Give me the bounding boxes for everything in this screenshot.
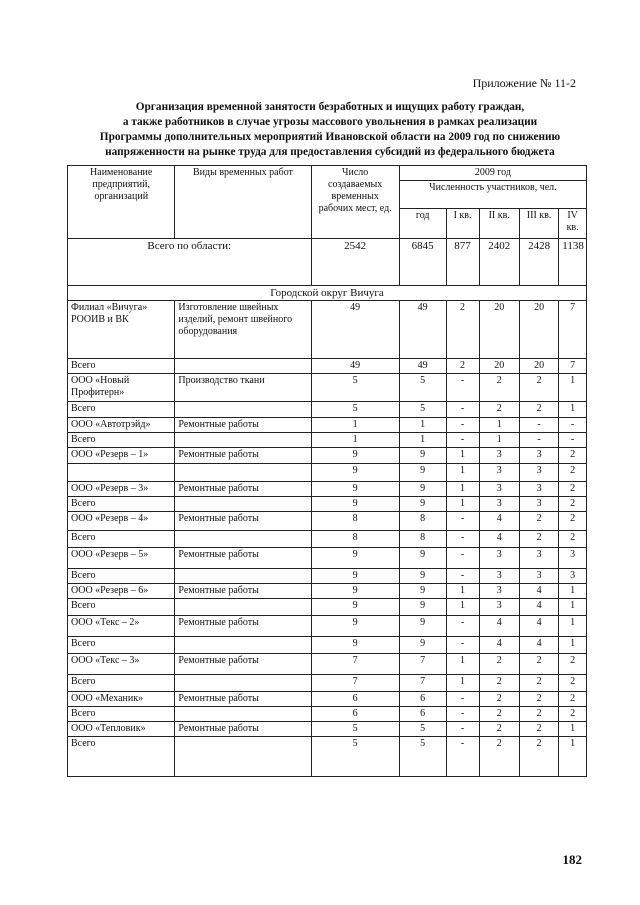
region-total-q2: 2402 xyxy=(479,239,519,286)
cell-org: Всего xyxy=(68,707,175,722)
header-q2: II кв. xyxy=(479,209,519,239)
cell-q4: 2 xyxy=(559,654,587,675)
cell-org: ООО «Тепловик» xyxy=(68,722,175,737)
cell-org: ООО «Текс – 2» xyxy=(68,616,175,637)
cell-work xyxy=(175,402,311,418)
cell-q2: 4 xyxy=(479,616,519,637)
cell-q1: - xyxy=(446,548,479,569)
appendix-label: Приложение № 11-2 xyxy=(472,76,576,90)
cell-org: ООО «Новый Профитерн» xyxy=(68,374,175,402)
cell-q2: 2 xyxy=(479,374,519,402)
cell-org: Всего xyxy=(68,737,175,777)
cell-q1: 1 xyxy=(446,654,479,675)
table-row xyxy=(68,512,587,531)
table-row xyxy=(68,433,587,448)
cell-q2: 1 xyxy=(479,433,519,448)
cell-places: 9 xyxy=(311,548,399,569)
cell-q1: 1 xyxy=(446,599,479,616)
cell-q2: 20 xyxy=(479,359,519,374)
cell-work xyxy=(175,737,311,777)
cell-work: Ремонтные работы xyxy=(175,448,311,464)
cell-org: Всего xyxy=(68,359,175,374)
cell-q4: 1 xyxy=(559,599,587,616)
region-total-q3: 2428 xyxy=(519,239,558,286)
title-line: Программы дополнительных мероприятий Ивановской области на 2009 год по снижению xyxy=(99,131,561,143)
cell-q2: 2 xyxy=(479,737,519,777)
cell-q2: 2 xyxy=(479,654,519,675)
cell-work: Ремонтные работы xyxy=(175,654,311,675)
cell-q1: 1 xyxy=(446,584,479,599)
cell-year: 1 xyxy=(399,433,446,448)
cell-q2: 4 xyxy=(479,637,519,654)
cell-q1: - xyxy=(446,418,479,433)
cell-q1: - xyxy=(446,512,479,531)
cell-q4: 1 xyxy=(559,616,587,637)
cell-q1: - xyxy=(446,402,479,418)
cell-q4: 1 xyxy=(559,637,587,654)
cell-q3: 2 xyxy=(519,374,558,402)
cell-q2: 4 xyxy=(479,531,519,548)
cell-year: 1 xyxy=(399,418,446,433)
cell-year: 9 xyxy=(399,569,446,584)
table-row xyxy=(68,722,587,737)
cell-year: 9 xyxy=(399,637,446,654)
cell-q2: 3 xyxy=(479,482,519,497)
cell-work xyxy=(175,675,311,692)
cell-q2: 2 xyxy=(479,692,519,707)
table-row xyxy=(68,548,587,569)
region-total-row xyxy=(68,239,587,286)
cell-q3: 3 xyxy=(519,548,558,569)
cell-year: 5 xyxy=(399,374,446,402)
cell-places: 8 xyxy=(311,512,399,531)
section-title: Городской округ Вичуга xyxy=(68,286,587,301)
cell-places: 9 xyxy=(311,464,399,482)
cell-year: 9 xyxy=(399,548,446,569)
cell-work: Ремонтные работы xyxy=(175,512,311,531)
cell-q1: 2 xyxy=(446,301,479,359)
table-row xyxy=(68,707,587,722)
cell-work xyxy=(175,464,311,482)
cell-org: Всего xyxy=(68,497,175,512)
cell-work: Ремонтные работы xyxy=(175,548,311,569)
cell-q2: 2 xyxy=(479,675,519,692)
document-title xyxy=(60,100,600,160)
header-work: Виды временных работ xyxy=(175,166,311,239)
table-row xyxy=(68,418,587,433)
cell-work: Производство ткани xyxy=(175,374,311,402)
cell-q4: 7 xyxy=(559,301,587,359)
cell-year: 49 xyxy=(399,301,446,359)
cell-org: ООО «Механик» xyxy=(68,692,175,707)
table-row xyxy=(68,654,587,675)
cell-q1: 2 xyxy=(446,359,479,374)
header-places: Число создаваемых временных рабочих мест, ед. xyxy=(311,166,399,239)
cell-q4: 2 xyxy=(559,482,587,497)
cell-q1: - xyxy=(446,616,479,637)
cell-q4: 2 xyxy=(559,512,587,531)
cell-q3: - xyxy=(519,418,558,433)
cell-org: ООО «Резерв – 5» xyxy=(68,548,175,569)
cell-work: Ремонтные работы xyxy=(175,482,311,497)
cell-q2: 3 xyxy=(479,599,519,616)
table-row xyxy=(68,599,587,616)
cell-org xyxy=(68,464,175,482)
table-row xyxy=(68,616,587,637)
cell-q3: 2 xyxy=(519,531,558,548)
table-row xyxy=(68,675,587,692)
title-line: напряженности на рынке труда для предоставления субсидий из федерального бюджета xyxy=(105,146,555,158)
cell-q4: 2 xyxy=(559,464,587,482)
region-total-places: 2542 xyxy=(311,239,399,286)
cell-places: 6 xyxy=(311,707,399,722)
cell-q4: 2 xyxy=(559,675,587,692)
cell-year: 7 xyxy=(399,654,446,675)
cell-work xyxy=(175,707,311,722)
header-q4: IV кв. xyxy=(559,209,587,239)
cell-q1: - xyxy=(446,531,479,548)
cell-q3: 4 xyxy=(519,616,558,637)
cell-year: 5 xyxy=(399,722,446,737)
region-total-year: 6845 xyxy=(399,239,446,286)
table-row xyxy=(68,464,587,482)
cell-places: 9 xyxy=(311,497,399,512)
cell-places: 9 xyxy=(311,584,399,599)
cell-work: Ремонтные работы xyxy=(175,418,311,433)
cell-year: 9 xyxy=(399,616,446,637)
section-row xyxy=(68,286,587,301)
cell-org: Всего xyxy=(68,675,175,692)
cell-org: Всего xyxy=(68,531,175,548)
table-row xyxy=(68,301,587,359)
cell-places: 5 xyxy=(311,737,399,777)
cell-org: Всего xyxy=(68,569,175,584)
cell-year: 8 xyxy=(399,512,446,531)
cell-q3: 4 xyxy=(519,599,558,616)
cell-q4: 3 xyxy=(559,548,587,569)
cell-q4: 1 xyxy=(559,584,587,599)
cell-places: 9 xyxy=(311,616,399,637)
cell-org: ООО «Резерв – 6» xyxy=(68,584,175,599)
cell-q1: - xyxy=(446,722,479,737)
cell-year: 5 xyxy=(399,402,446,418)
cell-q4: 2 xyxy=(559,448,587,464)
cell-q4: 7 xyxy=(559,359,587,374)
cell-q3: 2 xyxy=(519,707,558,722)
cell-places: 9 xyxy=(311,482,399,497)
cell-year: 9 xyxy=(399,448,446,464)
cell-places: 9 xyxy=(311,569,399,584)
cell-q2: 3 xyxy=(479,464,519,482)
cell-work: Ремонтные работы xyxy=(175,616,311,637)
cell-places: 7 xyxy=(311,654,399,675)
cell-q3: 20 xyxy=(519,359,558,374)
cell-q2: 20 xyxy=(479,301,519,359)
cell-q3: 3 xyxy=(519,569,558,584)
cell-places: 7 xyxy=(311,675,399,692)
cell-q3: 2 xyxy=(519,512,558,531)
cell-places: 9 xyxy=(311,448,399,464)
title-line: Организация временной занятости безработных и ищущих работу граждан, xyxy=(135,101,525,113)
cell-work: Изготовление швейных изделий, ремонт швейного оборудования xyxy=(175,301,311,359)
cell-q3: 4 xyxy=(519,637,558,654)
table-row xyxy=(68,692,587,707)
cell-places: 5 xyxy=(311,722,399,737)
cell-q4: 1 xyxy=(559,402,587,418)
cell-q4: 1 xyxy=(559,374,587,402)
cell-q1: - xyxy=(446,637,479,654)
cell-places: 6 xyxy=(311,692,399,707)
cell-year: 5 xyxy=(399,737,446,777)
cell-q1: 1 xyxy=(446,497,479,512)
cell-q1: - xyxy=(446,374,479,402)
cell-places: 1 xyxy=(311,433,399,448)
table-row xyxy=(68,359,587,374)
cell-places: 5 xyxy=(311,374,399,402)
cell-year: 9 xyxy=(399,584,446,599)
cell-work xyxy=(175,637,311,654)
cell-work xyxy=(175,497,311,512)
header-org: Наименование предприятий, организаций xyxy=(68,166,175,239)
header-q1: I кв. xyxy=(446,209,479,239)
cell-org: ООО «Текс – 3» xyxy=(68,654,175,675)
cell-places: 9 xyxy=(311,599,399,616)
cell-q3: 2 xyxy=(519,654,558,675)
cell-q3: 3 xyxy=(519,497,558,512)
cell-org: Всего xyxy=(68,402,175,418)
table-row xyxy=(68,569,587,584)
cell-q3: 20 xyxy=(519,301,558,359)
cell-work xyxy=(175,531,311,548)
cell-q3: - xyxy=(519,433,558,448)
cell-q3: 2 xyxy=(519,692,558,707)
title-line: а также работников в случае угрозы массового увольнения в рамках реализации xyxy=(122,116,538,128)
cell-year: 6 xyxy=(399,692,446,707)
table-row xyxy=(68,482,587,497)
table-row xyxy=(68,374,587,402)
cell-org: Всего xyxy=(68,599,175,616)
cell-q2: 3 xyxy=(479,497,519,512)
cell-q1: - xyxy=(446,569,479,584)
cell-q3: 2 xyxy=(519,737,558,777)
cell-work: Ремонтные работы xyxy=(175,584,311,599)
cell-q1: 1 xyxy=(446,675,479,692)
cell-year: 9 xyxy=(399,464,446,482)
cell-q3: 3 xyxy=(519,464,558,482)
table-row xyxy=(68,531,587,548)
cell-q4: 2 xyxy=(559,497,587,512)
cell-q2: 3 xyxy=(479,569,519,584)
header-participants: Численность участников, чел. xyxy=(399,181,586,209)
cell-year: 8 xyxy=(399,531,446,548)
cell-org: Всего xyxy=(68,637,175,654)
cell-q4: - xyxy=(559,418,587,433)
cell-work xyxy=(175,599,311,616)
cell-q4: 2 xyxy=(559,692,587,707)
cell-year: 49 xyxy=(399,359,446,374)
header-year: год xyxy=(399,209,446,239)
cell-q3: 4 xyxy=(519,584,558,599)
cell-places: 49 xyxy=(311,301,399,359)
cell-q2: 3 xyxy=(479,548,519,569)
table-row xyxy=(68,584,587,599)
region-total-q4: 1138 xyxy=(559,239,587,286)
cell-q2: 3 xyxy=(479,448,519,464)
table-row xyxy=(68,737,587,777)
region-total-label: Всего по области: xyxy=(68,239,312,286)
cell-q1: - xyxy=(446,433,479,448)
cell-work: Ремонтные работы xyxy=(175,692,311,707)
cell-q4: - xyxy=(559,433,587,448)
cell-q1: 1 xyxy=(446,464,479,482)
cell-year: 9 xyxy=(399,497,446,512)
cell-places: 8 xyxy=(311,531,399,548)
cell-year: 9 xyxy=(399,599,446,616)
page-number: 182 xyxy=(562,852,582,867)
cell-org: ООО «Резерв – 3» xyxy=(68,482,175,497)
cell-q4: 1 xyxy=(559,722,587,737)
employment-table xyxy=(67,165,587,777)
cell-year: 7 xyxy=(399,675,446,692)
cell-org: Всего xyxy=(68,433,175,448)
cell-org: ООО «Резерв – 4» xyxy=(68,512,175,531)
cell-q3: 2 xyxy=(519,675,558,692)
cell-places: 1 xyxy=(311,418,399,433)
cell-work xyxy=(175,359,311,374)
cell-q4: 2 xyxy=(559,531,587,548)
cell-q4: 1 xyxy=(559,737,587,777)
cell-q2: 2 xyxy=(479,707,519,722)
cell-places: 5 xyxy=(311,402,399,418)
cell-q1: - xyxy=(446,737,479,777)
cell-year: 6 xyxy=(399,707,446,722)
cell-org: Филиал «Вичуга» РООИВ и ВК xyxy=(68,301,175,359)
table-row xyxy=(68,402,587,418)
cell-q2: 2 xyxy=(479,402,519,418)
cell-org: ООО «Резерв – 1» xyxy=(68,448,175,464)
header-year-group: 2009 год xyxy=(399,166,586,181)
cell-places: 9 xyxy=(311,637,399,654)
cell-q2: 3 xyxy=(479,584,519,599)
table-row xyxy=(68,497,587,512)
region-total-q1: 877 xyxy=(446,239,479,286)
cell-year: 9 xyxy=(399,482,446,497)
cell-q1: - xyxy=(446,692,479,707)
cell-q1: 1 xyxy=(446,448,479,464)
cell-q1: 1 xyxy=(446,482,479,497)
cell-q4: 3 xyxy=(559,569,587,584)
table-row xyxy=(68,448,587,464)
cell-q2: 2 xyxy=(479,722,519,737)
cell-org: ООО «Автотрэйд» xyxy=(68,418,175,433)
cell-places: 49 xyxy=(311,359,399,374)
cell-q3: 3 xyxy=(519,448,558,464)
cell-work xyxy=(175,433,311,448)
cell-q1: - xyxy=(446,707,479,722)
cell-q3: 3 xyxy=(519,482,558,497)
cell-work: Ремонтные работы xyxy=(175,722,311,737)
cell-q3: 2 xyxy=(519,722,558,737)
header-q3: III кв. xyxy=(519,209,558,239)
table-row xyxy=(68,637,587,654)
cell-q4: 2 xyxy=(559,707,587,722)
cell-q2: 4 xyxy=(479,512,519,531)
cell-q3: 2 xyxy=(519,402,558,418)
cell-work xyxy=(175,569,311,584)
cell-q2: 1 xyxy=(479,418,519,433)
